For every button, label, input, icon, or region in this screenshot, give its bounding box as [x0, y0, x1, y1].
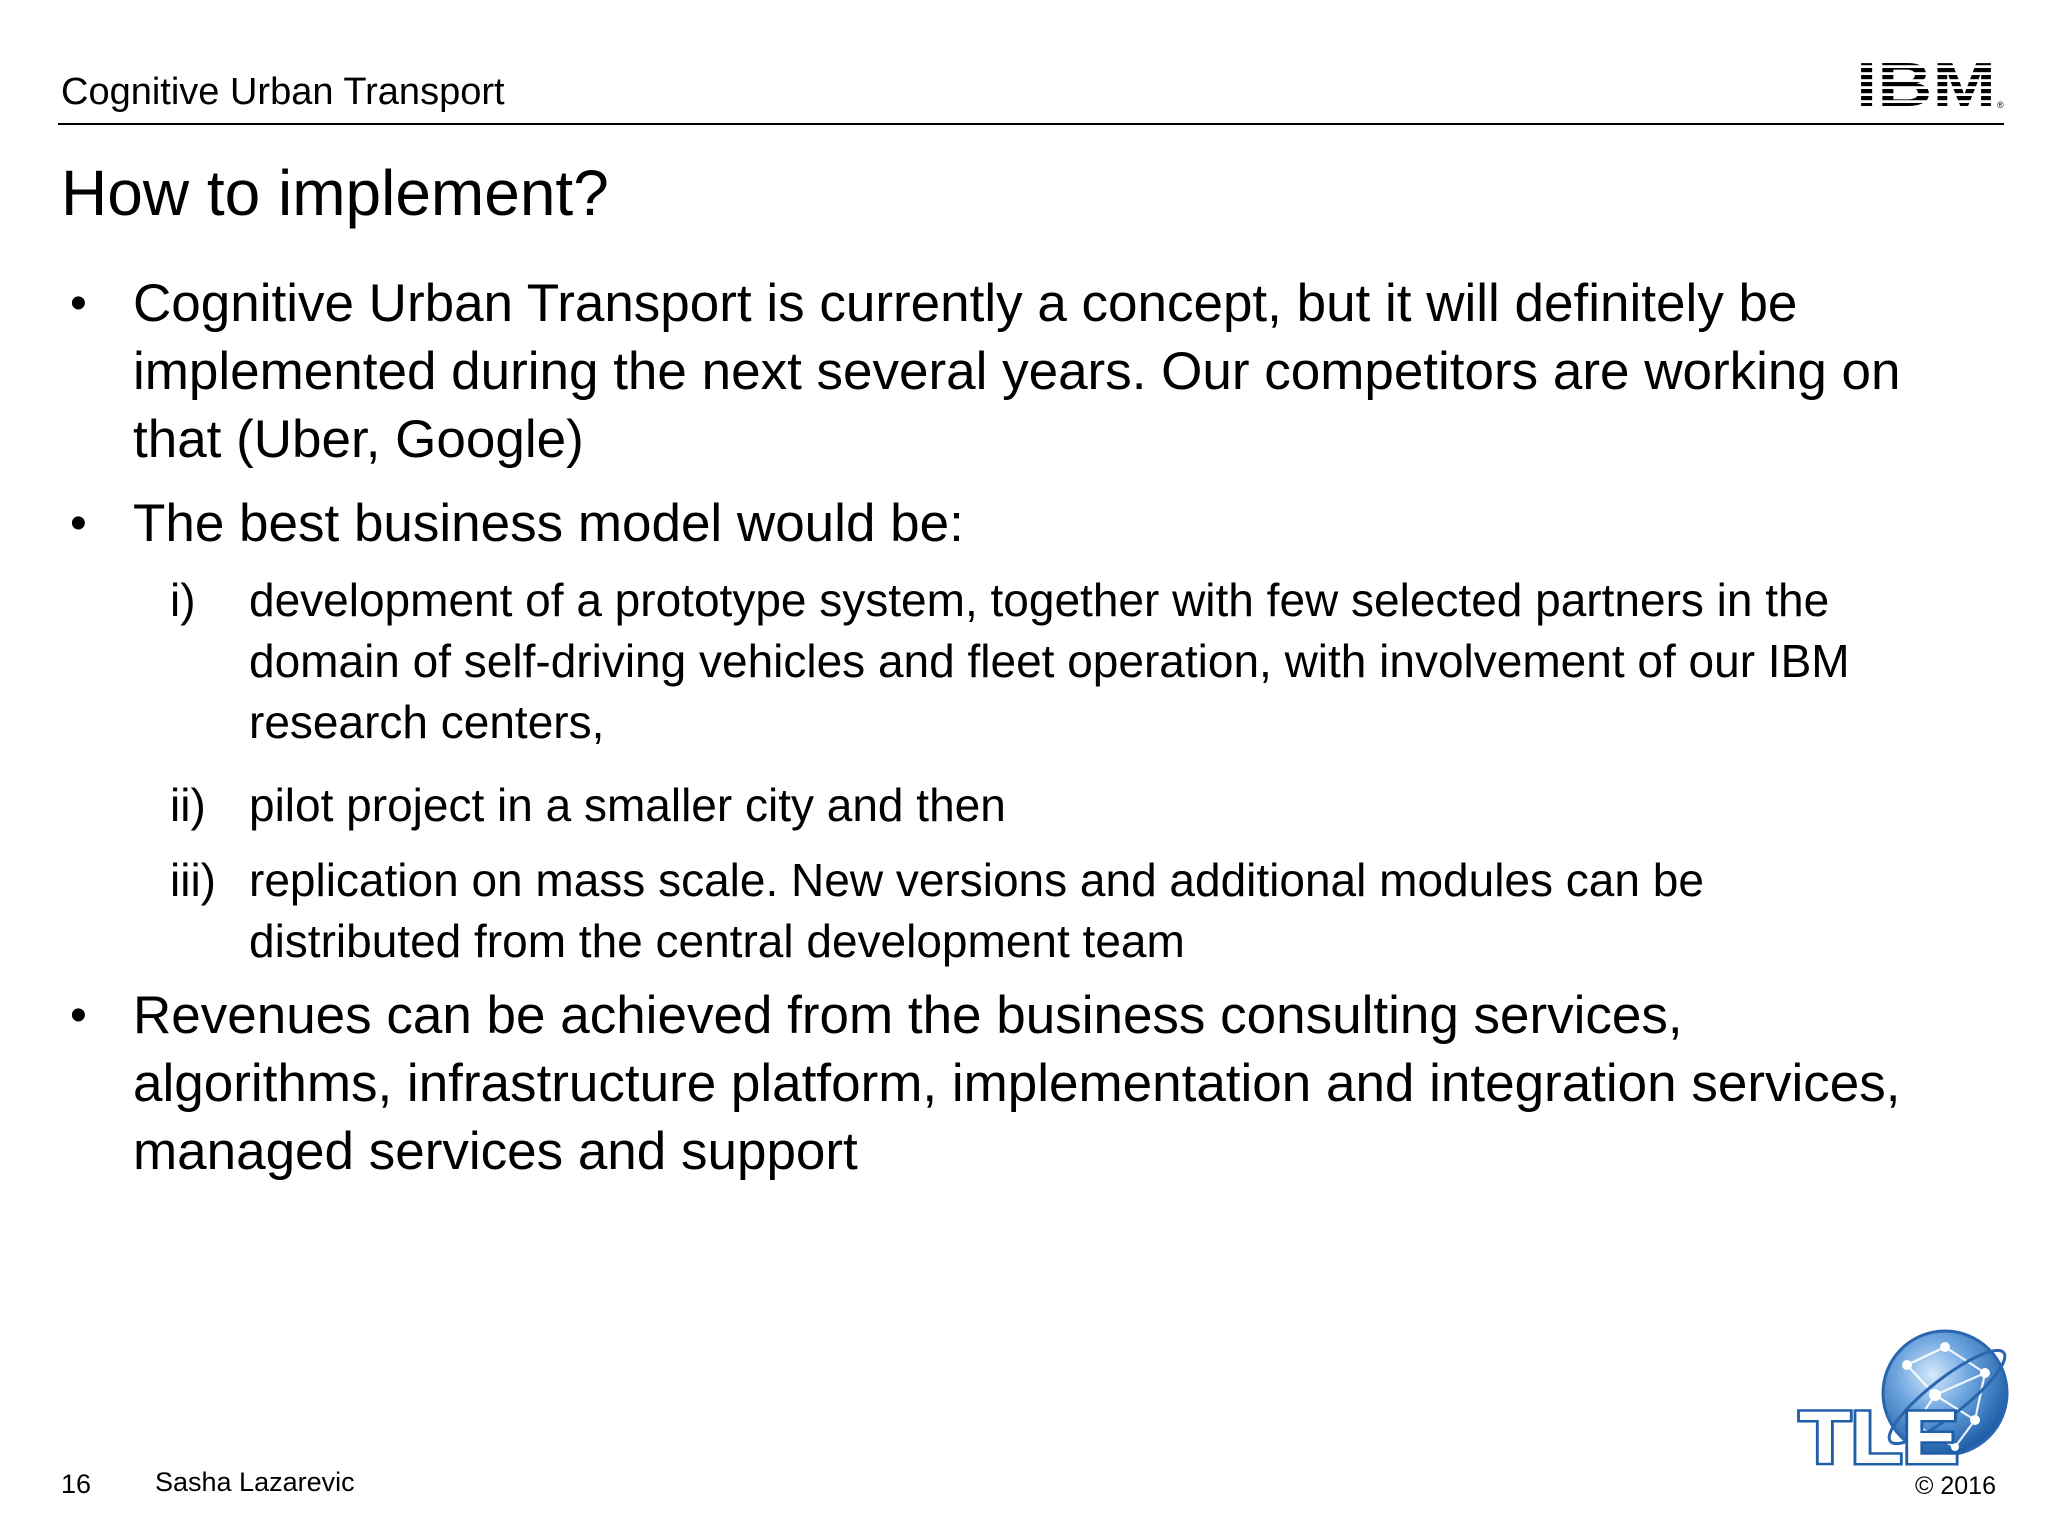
page-number: 16 — [61, 1469, 92, 1499]
bullet-dot: • — [70, 989, 87, 1042]
sub-list-text: replication on mass scale. New versions and additional modules can be distributed from the central development team — [249, 854, 1704, 967]
ibm-logo — [1856, 54, 2004, 110]
tle-globe-logo — [1795, 1325, 2010, 1470]
bullet-dot: • — [70, 277, 87, 330]
header-title: Cognitive Urban Transport — [61, 71, 505, 113]
footer-author: Sasha Lazarevic — [155, 1467, 355, 1497]
sub-list-text: development of a prototype system, together with few selected partners in the domain of self-driving vehicles and fleet operation, with involvement of our IBM research centers, — [249, 574, 1850, 748]
bullet-dot: • — [70, 497, 87, 550]
sub-list-number: ii) — [170, 779, 206, 831]
header-divider — [58, 123, 2004, 125]
bullet-text: Cognitive Urban Transport is currently a concept, but it will definitely be implemented during the next several years. Our competitors are working on that (Uber, Google) — [133, 274, 1901, 469]
svg-text:®: ® — [1997, 100, 2004, 110]
footer-copyright: © 2016 — [1915, 1472, 1996, 1500]
slide-title: How to implement? — [61, 157, 609, 229]
sub-list-number: i) — [170, 574, 196, 626]
bullet-text: The best business model would be: — [133, 494, 964, 553]
sub-list-number: iii) — [170, 854, 216, 906]
svg-text:IBM: IBM — [1856, 54, 1996, 110]
bullet-text: Revenues can be achieved from the business consulting services, algorithms, infrastructure platform, implementation and integration services, managed services and support — [133, 986, 1901, 1181]
svg-text:TLE: TLE — [1799, 1396, 1959, 1470]
sub-list-text: pilot project in a smaller city and then — [249, 779, 1006, 831]
